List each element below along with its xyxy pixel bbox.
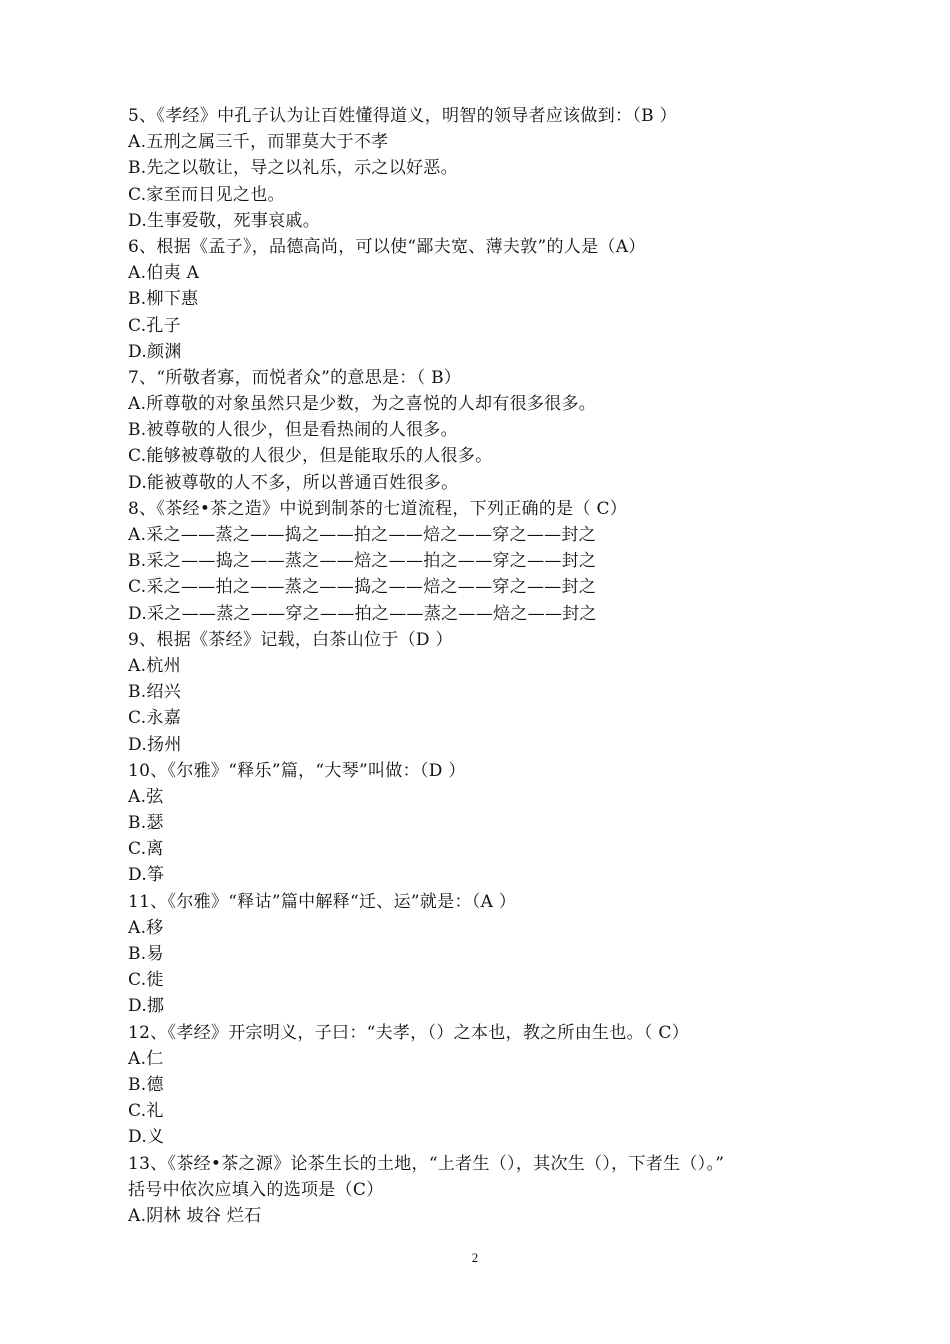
question-list	[128, 103, 848, 1229]
option-10d: D.筝	[128, 865, 165, 886]
option-5a: A.五刑之属三千，而罪莫大于不孝	[128, 132, 389, 153]
question-5: 5、《孝经》中孔子认为让百姓懂得道义，明智的领导者应该做到：（B ）	[128, 106, 677, 126]
option-9a: A.杭州	[128, 655, 181, 676]
option-9d: D.扬州	[128, 734, 182, 755]
option-6d: D.颜渊	[128, 341, 182, 362]
option-11a: A.移	[128, 917, 164, 938]
option-13a: A.阴林 坡谷 烂石	[128, 1205, 262, 1226]
option-8c: C.采之——拍之——蒸之——捣之——焙之——穿之——封之	[128, 577, 597, 598]
option-6a: A.伯夷 A	[128, 263, 200, 284]
option-5b: B.先之以敬让，导之以礼乐，示之以好恶。	[128, 158, 458, 179]
question-7: 7、“所敬者寡，而悦者众”的意思是：（ B）	[128, 367, 462, 388]
option-8b: B.采之——捣之——蒸之——焙之——拍之——穿之——封之	[128, 551, 597, 572]
option-12b: B.德	[128, 1074, 164, 1095]
page-number: 2	[471, 1250, 479, 1265]
option-8d: D.采之——蒸之——穿之——拍之——蒸之——焙之——封之	[128, 603, 597, 624]
question-13: 13、《茶经•茶之源》论茶生长的土地，“上者生（），其次生（），下者生（）。”	[128, 1153, 725, 1174]
option-7d: D.能被尊敬的人不多，所以普通百姓很多。	[128, 472, 459, 493]
option-7a: A.所尊敬的对象虽然只是少数，为之喜悦的人却有很多很多。	[128, 394, 597, 415]
option-12a: A.仁	[128, 1048, 164, 1069]
option-9c: C.永嘉	[128, 708, 182, 729]
question-12: 12、《孝经》开宗明义，子曰：“夫孝，（）之本也，教之所由生也。（ C）	[128, 1022, 690, 1043]
option-11b: B.易	[128, 944, 164, 964]
option-7b: B.被尊敬的人很少，但是看热闹的人很多。	[128, 420, 458, 441]
question-10: 10、《尔雅》“释乐”篇，“大琴”叫做：（D ）	[128, 760, 466, 781]
option-8a: A.采之——蒸之——捣之——拍之——焙之——穿之——封之	[128, 525, 597, 545]
option-10b: B.瑟	[128, 813, 164, 834]
option-10c: C.离	[128, 839, 164, 860]
option-12c: C.礼	[128, 1101, 164, 1122]
option-11d: D.挪	[128, 996, 165, 1017]
option-9b: B.绍兴	[128, 682, 182, 703]
question-6: 6、根据《孟子》，品德高尚，可以使“鄙夫宽、薄夫敦”的人是（A）	[128, 236, 646, 257]
option-6b: B.柳下惠	[128, 289, 199, 310]
option-6c: C.孔子	[128, 315, 182, 336]
option-11c: C.徙	[128, 970, 164, 991]
option-7c: C.能够被尊敬的人很少，但是能取乐的人很多。	[128, 446, 493, 467]
question-9: 9、根据《茶经》记载，白茶山位于（D ）	[128, 629, 453, 650]
option-10a: A.弦	[128, 786, 164, 807]
question-11: 11、《尔雅》“释诂”篇中解释“迁、运”就是：（A ）	[128, 891, 517, 912]
question-8: 8、《茶经•茶之造》中说到制茶的七道流程，下列正确的是（ C）	[128, 498, 628, 519]
question-13-continued: 括号中依次应填入的选项是（C）	[128, 1179, 384, 1200]
option-5c: C.家至而日见之也。	[128, 184, 285, 205]
option-5d: D.生事爱敬，死事哀戚。	[128, 210, 321, 231]
option-12d: D.义	[128, 1127, 165, 1148]
